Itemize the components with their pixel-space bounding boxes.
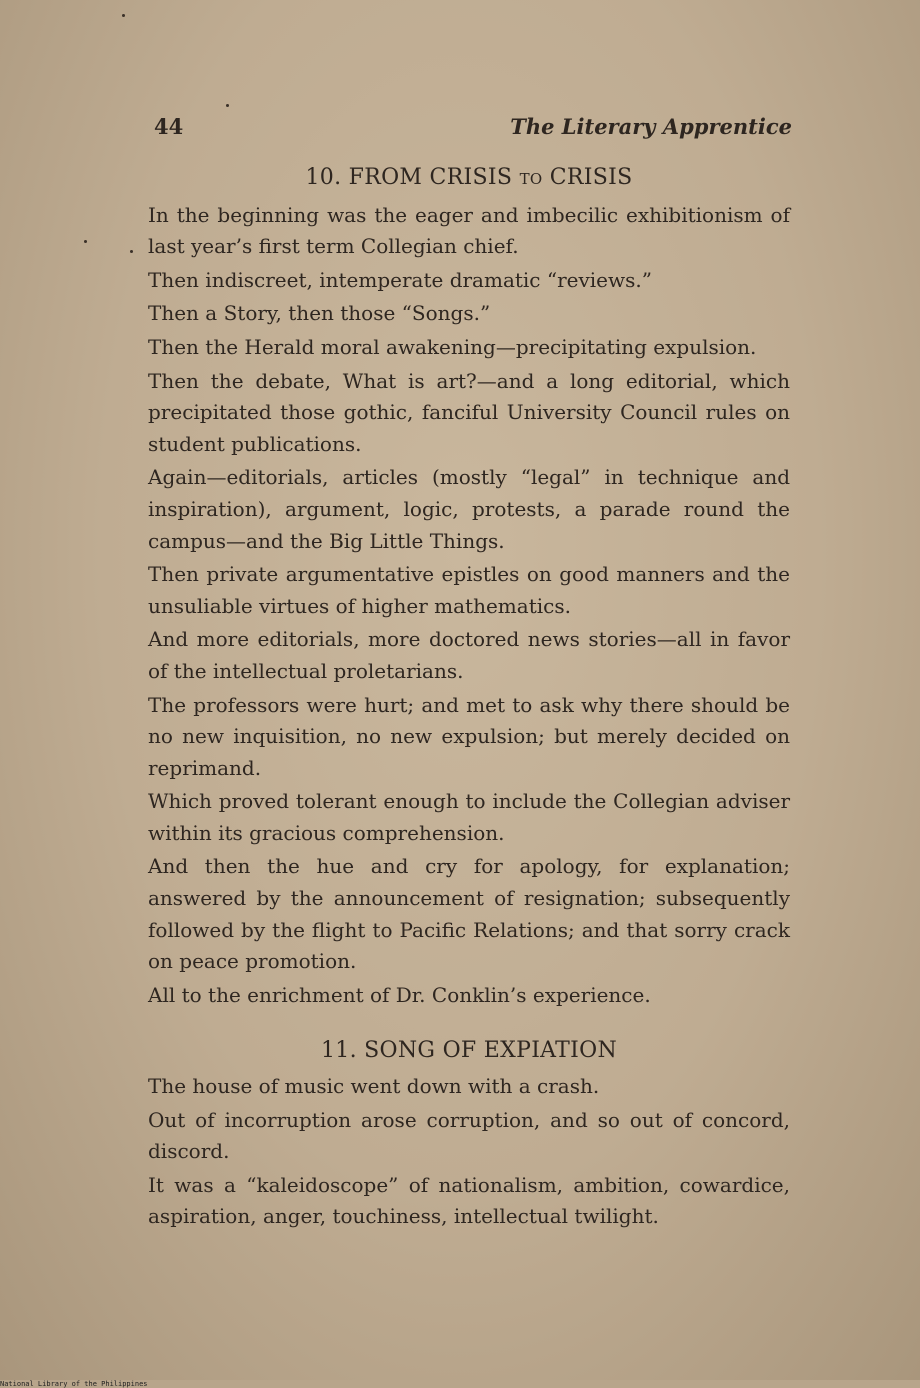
paragraph: And then the hue and cry for apology, for explanation; answered by the announcement of resignation; subsequently followed by the flight to Pacific Relations; and that sorry crack on peace promotion. [148, 854, 790, 974]
paragraph: It was a “kaleidoscope” of nationalism, ambition, cowardice, aspiration, anger, touchiness, intellectual twilight. [148, 1172, 790, 1229]
speck [122, 14, 125, 17]
paragraph: All to the enrichment of Dr. Conklin’s experience. [148, 982, 651, 1007]
running-title: The Literary Apprentice [510, 114, 792, 139]
paragraph: In the beginning was the eager and imbecilic exhibitionism of last year’s first term Collegian chief. [148, 202, 790, 259]
section-title-part: TO [519, 170, 543, 188]
speck [84, 240, 87, 243]
paragraph: The house of music went down with a crash. [148, 1074, 600, 1099]
page-number: 44 [154, 114, 184, 139]
section-title-part: FROM CRISIS [348, 165, 513, 190]
page-header [154, 114, 792, 144]
page-body [148, 162, 790, 1235]
library-credit: National Library of the Philippines [0, 1380, 148, 1388]
paragraph: Then a Story, then those “Songs.” [148, 301, 491, 326]
paragraph: Out of incorruption arose corruption, and so out of concord, discord. [148, 1107, 790, 1164]
paragraph: Again—editorials, articles (mostly “legal” in technique and inspiration), argument, logic, protests, a parade round the campus—and the Big Little Things. [148, 465, 790, 553]
paragraph: Then indiscreet, intemperate dramatic “reviews.” [148, 267, 652, 292]
paragraph: Then the Herald moral awakening—precipitating expulsion. [148, 334, 757, 359]
paragraph: The professors were hurt; and met to ask why there should be no new inquisition, no new expulsion; but merely decided on reprimand. [148, 692, 790, 780]
section-title-expiation: 11. SONG OF EXPIATION [320, 1038, 618, 1064]
paragraph: And more editorials, more doctored news stories—all in favor of the intellectual proletarians. [148, 627, 790, 683]
speck [226, 104, 229, 107]
paragraph: Which proved tolerant enough to include the Collegian adviser within its gracious comprehension. [148, 789, 790, 845]
section-title-part: CRISIS [549, 165, 633, 190]
section-number: 10. [305, 165, 342, 190]
speck [130, 250, 133, 253]
paragraph: Then private argumentative epistles on good manners and the unsuliable virtues of higher mathematics. [148, 562, 790, 618]
section-title-crisis [148, 162, 790, 196]
paragraph: Then the debate, What is art?—and a long editorial, which precipitated those gothic, fanciful University Council rules on student publications. [148, 368, 790, 456]
